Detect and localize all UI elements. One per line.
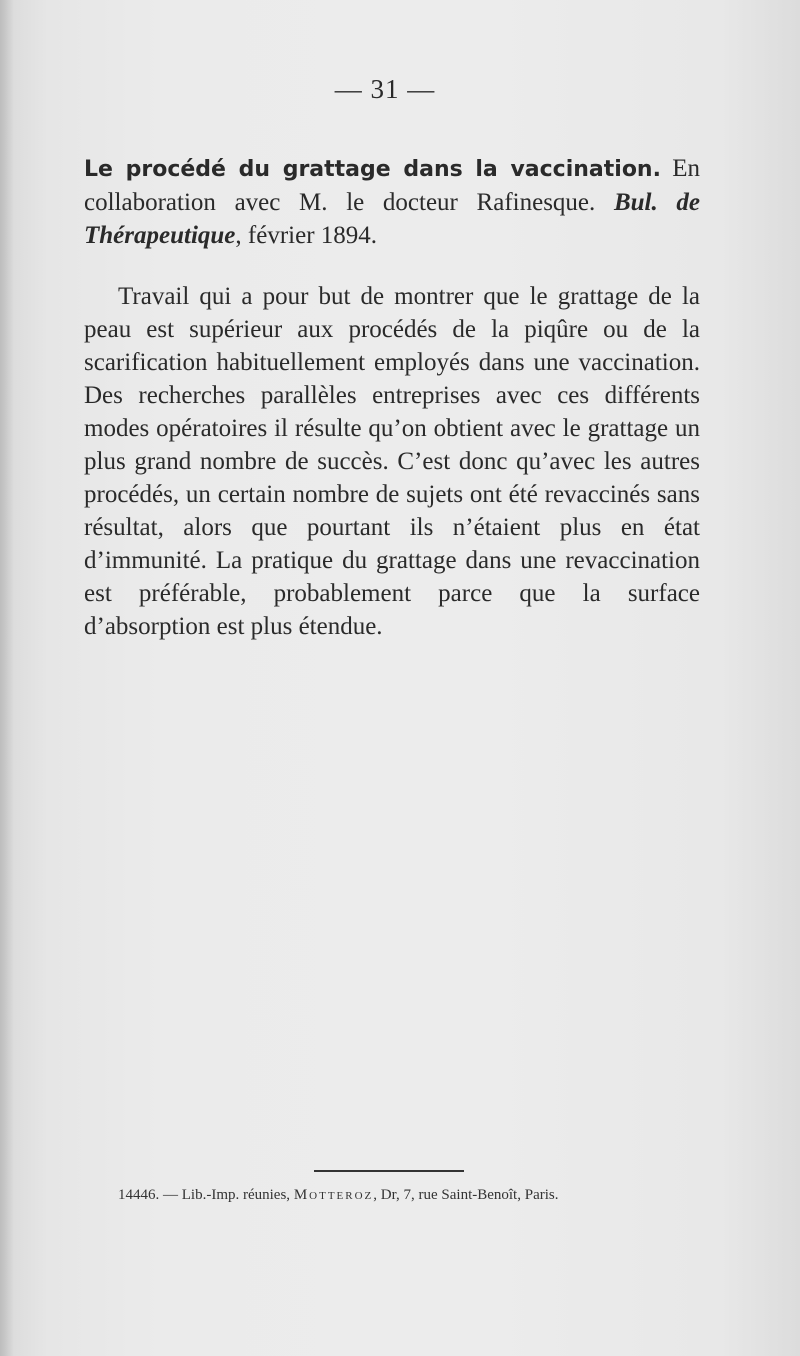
entry-text-2: , février 1894.	[235, 222, 378, 249]
footer-suffix: , Dr, 7, rue Saint-Benoît, Paris.	[373, 1187, 559, 1203]
printer-name: Motteroz	[293, 1187, 374, 1203]
printer-footer	[118, 1187, 678, 1204]
entry-text-1: En collaboration avec M. le docteur Rafinesque.	[84, 155, 700, 216]
entry-title: Le procédé du grattage dans la vaccination.	[84, 157, 661, 182]
journal-name: Bul. de Thérapeutique	[84, 189, 701, 249]
entry-description: Travail qui a pour but de montrer que le grattage de la peau est supérieur aux procédés de la piqûre ou de la scarification habituellement employés dans une vaccination. Des recherches parallèles entreprises avec ces différents modes opératoires il résulte qu’on obtient avec le grattage un plus grand nombre de succès. C’est donc qu’avec les autres procédés, un certain nombre de sujets ont été revaccinés sans résultat, alors que pourtant ils n’étaient plus en état d’immunité. La pratique du grattage dans une revaccination est préférable, probablement parce que la surface d’absorption est plus étendue.	[84, 283, 700, 640]
bibliography-entry	[84, 152, 700, 252]
page-edge-shadow	[0, 0, 14, 1356]
page-number: — 31 —	[334, 74, 436, 104]
footer-prefix: 14446. — Lib.-Imp. réunies,	[118, 1187, 294, 1203]
footer-rule	[314, 1170, 464, 1172]
